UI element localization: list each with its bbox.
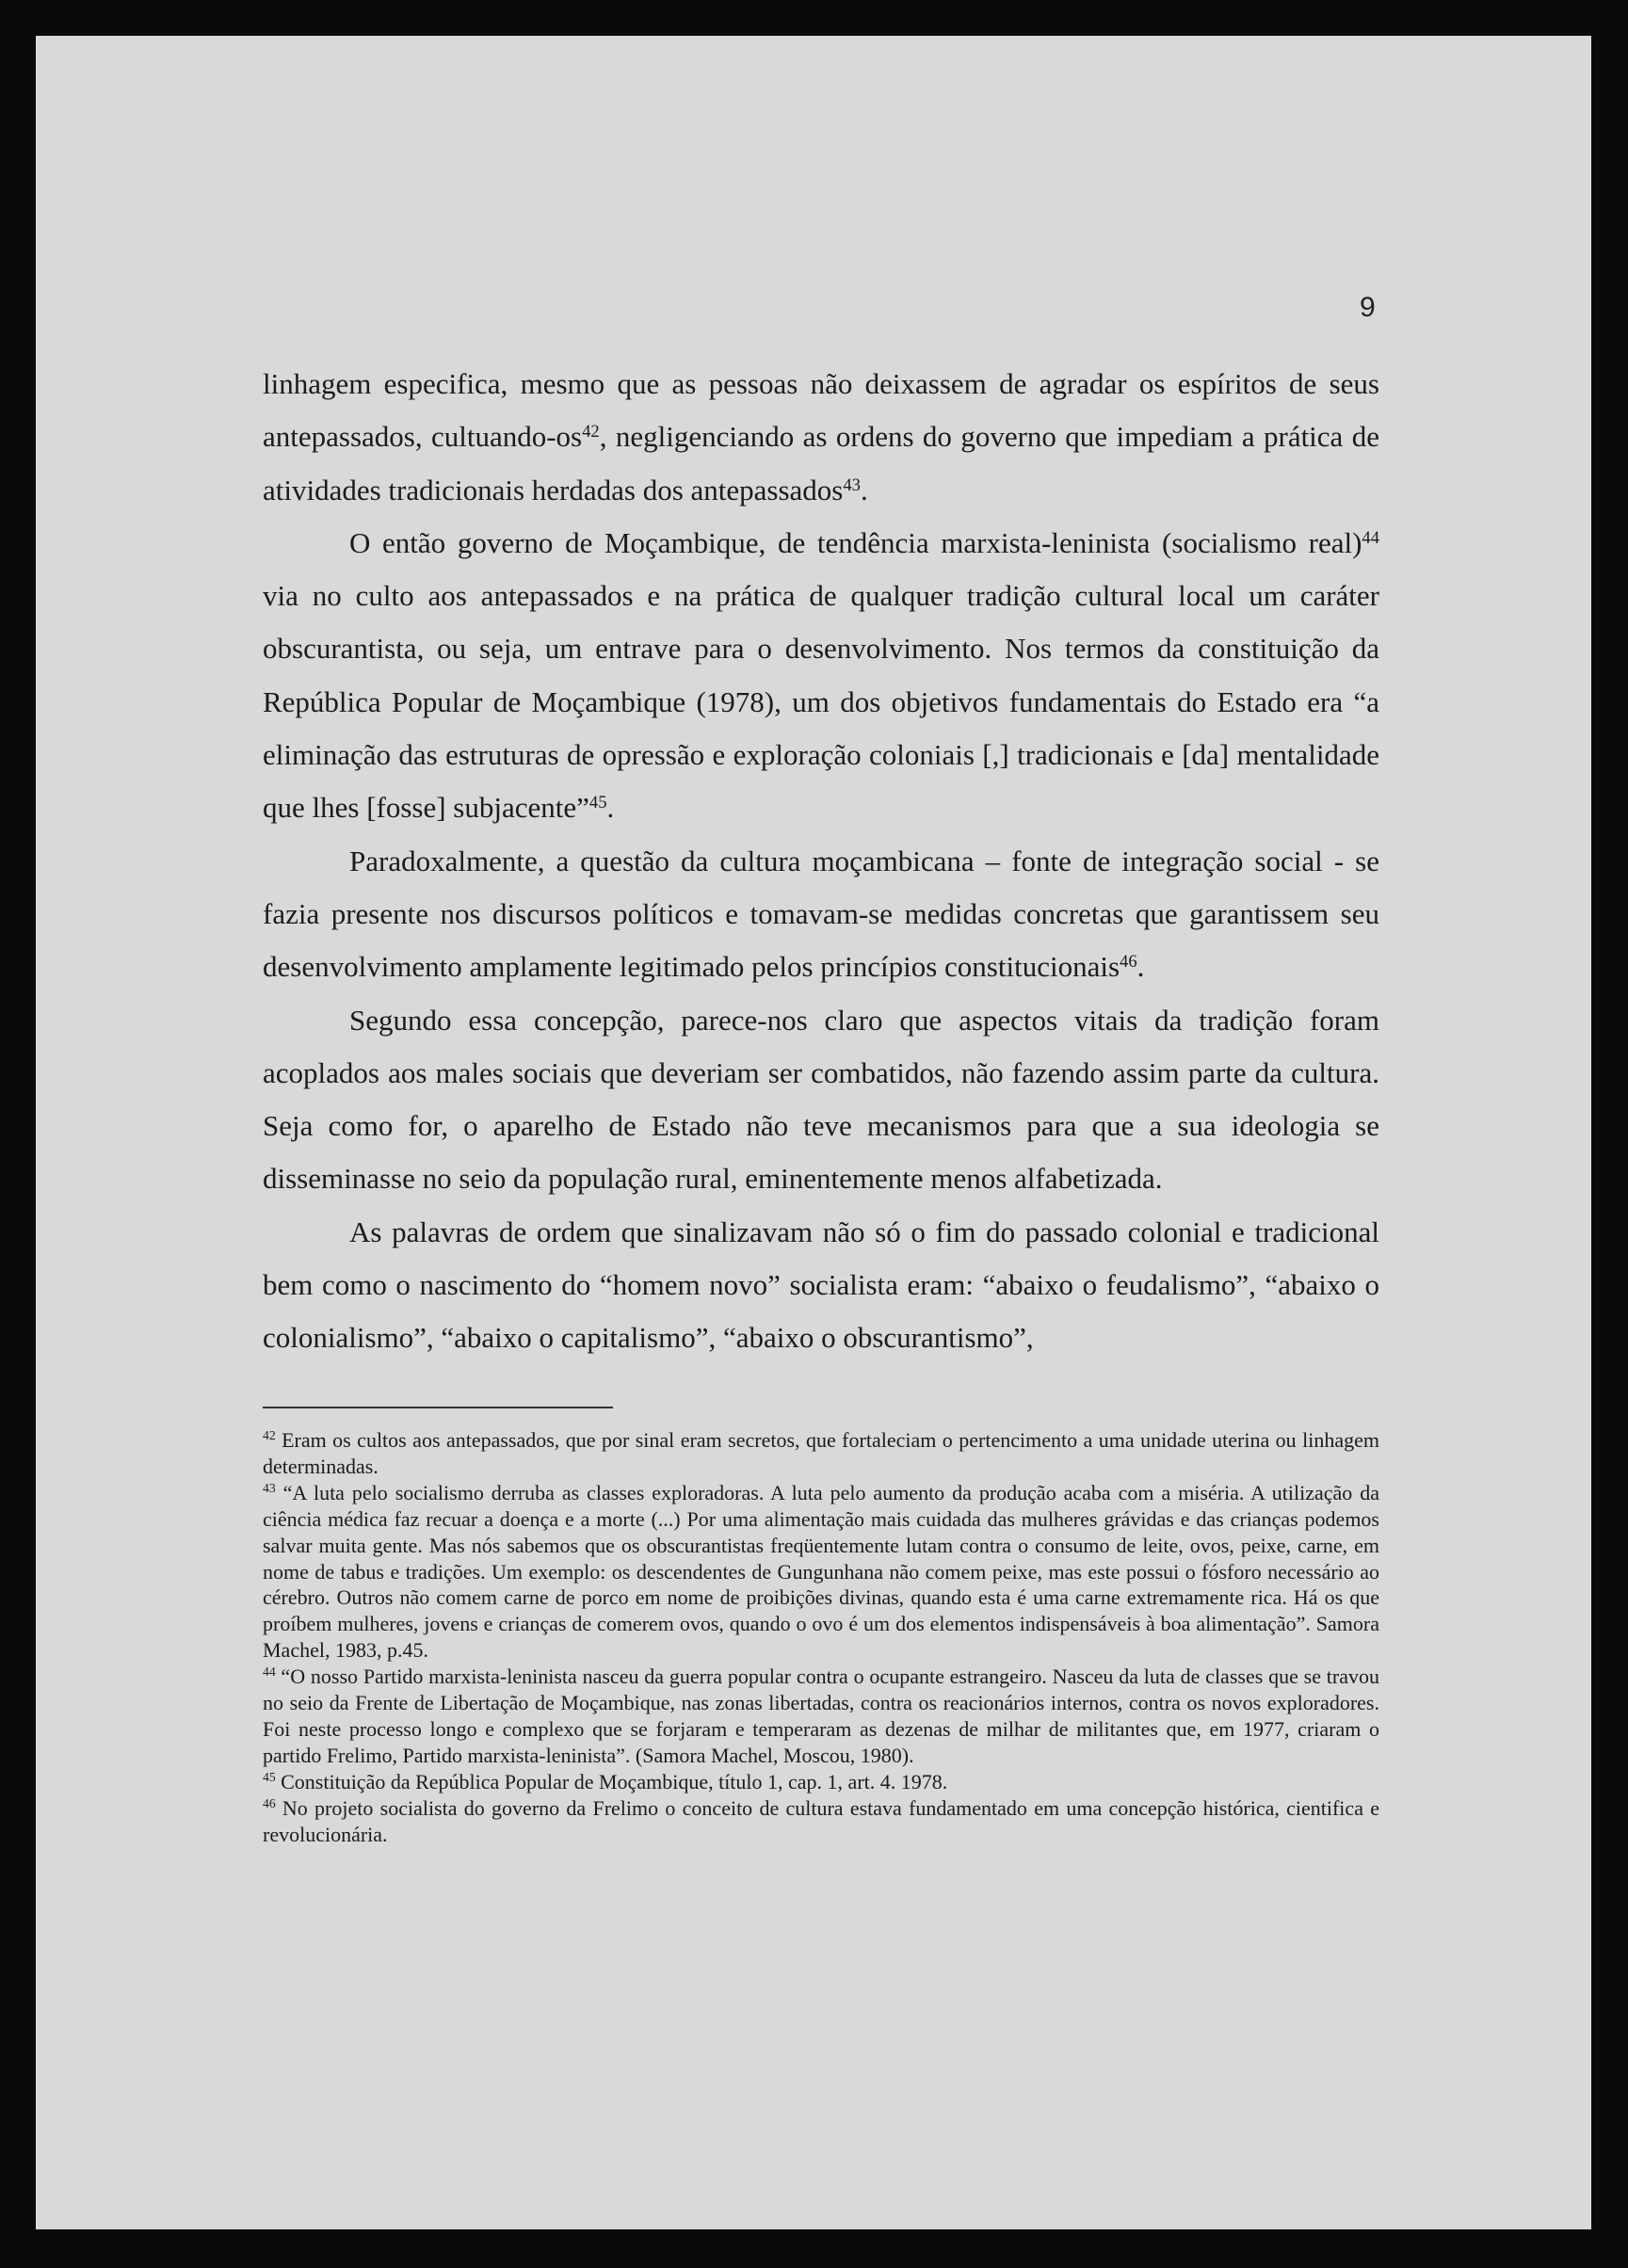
paragraph-3-text-a: Paradoxalmente, a questão da cultura moçambicana – fonte de integração social - se fazia presente nos discursos políticos e tomavam-se medidas concretas que garantissem seu desenvolvimento amplamente legitimado pelos princípios constitucionais [263,844,1379,984]
paragraph-3-text-b: . [1136,950,1145,984]
page-number: 9 [1360,292,1376,323]
footnote-text: Constituição da República Popular de Moçambique, título 1, cap. 1, art. 4. 1978. [275,1769,948,1793]
footnote-ref-43: 43 [843,475,861,495]
paragraph-1-text-a: linhagem especifica, mesmo que as pessoas não deixassem de agradar os espíritos de seus antepassados, cultuando-os [263,367,1379,454]
footnote-text: “O nosso Partido marxista-leninista nasceu da guerra popular contra o ocupante estrangeiro. Nasceu da luta de classes que se travou no seio da Frente de Libertação de Moçambique, nas zonas libertadas, contra os reacionários internos, contra os novos exploradores. Foi neste processo longo e complexo que se forjaram e temperaram as dezenas de milhar de militantes que, em 1977, criaram o partido Frelimo, Partido marxista-leninista”. (Samora Machel, Moscou, 1980). [263,1665,1379,1767]
footnote-44 [263,1664,1379,1769]
footnote-43 [263,1480,1379,1664]
paragraph-5: As palavras de ordem que sinalizavam não só o fim do passado colonial e tradicional bem como o nascimento do “homem novo” socialista eram: “abaixo o feudalismo”, “abaixo o colonialismo”, “abaixo o capitalismo”, “abaixo o obscurantismo”, [263,1214,1379,1355]
footnote-ref-44: 44 [1362,527,1379,548]
footnote-text: “A luta pelo socialismo derruba as classes exploradoras. A luta pelo aumento da produção acaba com a miséria. A utilização da ciência médica faz recuar a doença e a morte (...) Por uma alimentação mais cuidada das mulheres grávidas e das crianças podemos salvar muita gente. Mas nós sabemos que os obscurantistas freqüentemente lutam contra o consumo de leite, ovos, peixe, carne, em nome de tabus e tradições. Um exemplo: os descendentes de Gungunhana não comem peixe, mas este possui o fósforo necessário ao cérebro. Outros não comem carne de porco em nome de proibições divinas, quando esta é uma carne extremamente rica. Há os que proíbem mulheres, jovens e crianças de comerem ovos, quando o ovo é um dos elementos indispensáveis à boa alimentação”. Samora Machel, 1983, p.45. [263,1480,1379,1663]
paragraph-4: Segundo essa concepção, parece-nos claro que aspectos vitais da tradição foram acoplados aos males sociais que deveriam ser combatidos, não fazendo assim parte da cultura. Seja como for, o aparelho de Estado não teve mecanismos para que a sua ideologia se disseminasse no seio da população rural, eminentemente menos alfabetizada. [263,1003,1379,1196]
body-text [263,358,1379,1365]
paragraph-2-text-b: via no culto aos antepassados e na prática de qualquer tradição cultural local um caráter obscurantista, ou seja, um entrave para o desenvolvimento. Nos termos da constituição da República Popular de Moçambique (1978), um dos objetivos fundamentais do Estado era “a eliminação das estruturas de opressão e exploração coloniais [,] tradicionais e [da] mentalidade que lhes [fosse] subjacente” [263,579,1379,825]
document-page [36,36,1591,2229]
paragraph-1-text-b: , negligenciando as ordens do governo que impediam a prática de atividades tradicionais herdadas dos antepassados [263,420,1379,507]
paragraph-1-text-c: . [860,473,868,507]
paragraph-2 [263,517,1379,835]
footnote-text: No projeto socialista do governo da Frelimo o conceito de cultura estava fundamentado em uma concepção histórica, cientifica e revolucionária. [263,1795,1379,1846]
footnote-46 [263,1795,1379,1848]
footnote-text: Eram os cultos aos antepassados, que por sinal eram secretos, que fortaleciam o pertencimento a uma unidade uterina ou linhagem determinadas. [263,1428,1379,1478]
footnote-separator [263,1407,613,1408]
footnote-ref-45: 45 [588,793,607,813]
footnote-ref-42: 42 [582,422,600,442]
paragraph-3 [263,835,1379,994]
paragraph-2-text-c: . [606,791,615,825]
footnote-ref-46: 46 [1120,952,1137,973]
footnote-45 [263,1769,1379,1795]
footnote-42 [263,1427,1379,1480]
footnote-number: 46 [263,1795,276,1810]
footnote-number: 45 [263,1769,276,1784]
footnote-number: 42 [263,1427,276,1442]
footnote-number: 44 [263,1664,276,1679]
footnotes [263,1427,1379,1848]
paragraph-2-text-a: O então governo de Moçambique, de tendência marxista-leninista (socialismo real) [349,525,1362,559]
footnote-number: 43 [263,1480,276,1495]
paragraph-1 [263,358,1379,517]
